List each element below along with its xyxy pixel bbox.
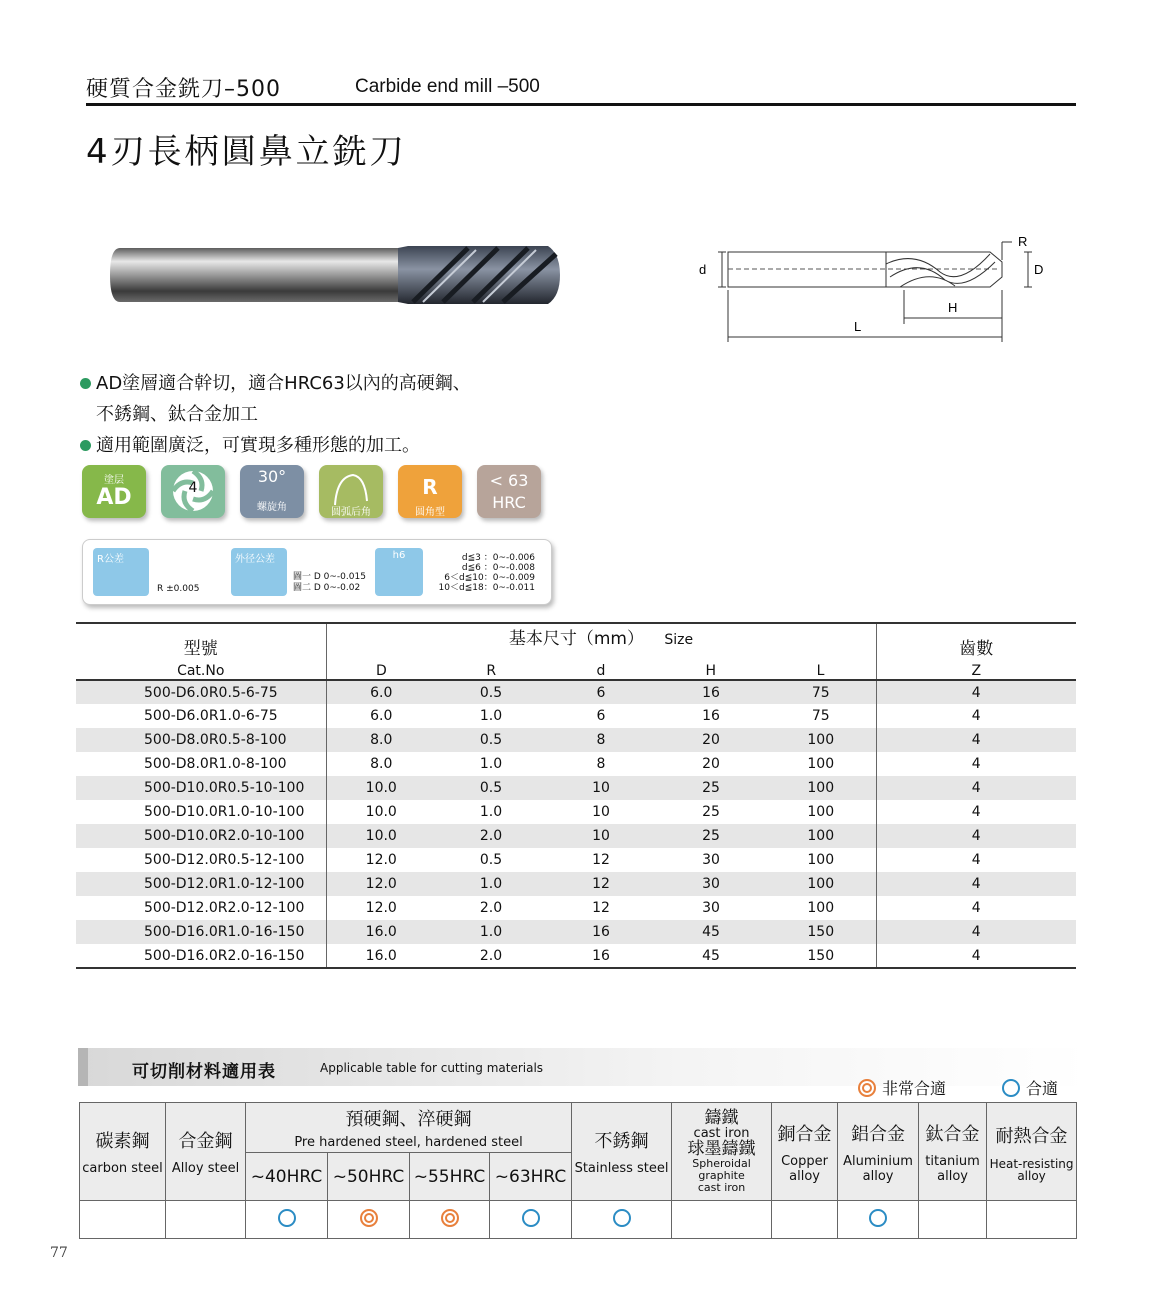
table-cell: 0.5 bbox=[436, 680, 546, 704]
table-cell: 16 bbox=[546, 920, 656, 944]
mat-cast-en3: cast iron bbox=[697, 1181, 746, 1194]
table-row bbox=[76, 752, 1076, 776]
table-cell: 75 bbox=[766, 680, 876, 704]
table-cell: 10 bbox=[592, 804, 610, 820]
mat-stainless-zh: 不銹鋼 bbox=[594, 1131, 649, 1152]
table-cell: 6.0 bbox=[326, 680, 436, 704]
rating-cell bbox=[328, 1201, 410, 1239]
table-cell: 12.0 bbox=[326, 896, 436, 920]
very-suitable-icon bbox=[858, 1079, 876, 1097]
h6-icon bbox=[375, 548, 423, 596]
table-cell: 100 bbox=[766, 872, 876, 896]
table-cell: 4 bbox=[876, 944, 1076, 968]
col-catno-zh: 型號 bbox=[183, 639, 218, 659]
rating-cell bbox=[838, 1201, 919, 1239]
col-catno-en: Cat.No bbox=[177, 663, 225, 679]
table-cell: 16.0 bbox=[326, 920, 436, 944]
table-row bbox=[76, 896, 1076, 920]
table-cell: 2.0 bbox=[479, 947, 503, 964]
table-cell: 45 bbox=[656, 920, 766, 944]
dim-label-D: D bbox=[1034, 262, 1044, 277]
table-cell: 150 bbox=[807, 947, 835, 964]
table-cell: 12.0 bbox=[326, 848, 436, 872]
mat-ti-en2: alloy bbox=[937, 1168, 968, 1184]
rating-cell bbox=[919, 1201, 987, 1239]
table-cell: 500-D12.0R0.5-12-100 bbox=[144, 852, 305, 868]
table-cell: 30 bbox=[702, 852, 720, 868]
table-cell: 500-D16.0R1.0-16-150 bbox=[76, 920, 326, 944]
relief-angle-icon bbox=[319, 465, 383, 518]
table-cell: 500-D6.0R1.0-6-75 bbox=[144, 708, 278, 724]
table-cell: 2.0 bbox=[436, 824, 546, 848]
mat-copper bbox=[772, 1103, 838, 1201]
table-cell: 12 bbox=[546, 872, 656, 896]
table-cell: 12.0 bbox=[326, 872, 436, 896]
table-row bbox=[76, 872, 1076, 896]
table-row bbox=[76, 824, 1076, 848]
table-cell: 100 bbox=[807, 900, 835, 916]
mat-cast-zh2: 球墨鑄鐵 bbox=[687, 1139, 756, 1159]
feature-item-cont: 不銹鋼、鈦合金加工 bbox=[96, 404, 258, 425]
hrc-unit: HRC bbox=[492, 493, 526, 512]
table-cell: 100 bbox=[766, 824, 876, 848]
col-size-zh: 基本尺寸（mm） bbox=[508, 629, 644, 649]
mat-cast-zh1: 鑄鐵 bbox=[704, 1108, 739, 1128]
table-cell: 0.5 bbox=[436, 728, 546, 752]
rating-cell bbox=[166, 1201, 246, 1239]
coating-icon bbox=[82, 465, 146, 518]
table-cell: 75 bbox=[811, 708, 830, 724]
mat-carbon bbox=[80, 1103, 166, 1201]
table-cell: 1.0 bbox=[479, 804, 503, 820]
table-cell: 10 bbox=[546, 776, 656, 800]
mat-cast-iron bbox=[672, 1103, 772, 1201]
flute-count-icon bbox=[161, 465, 225, 518]
table-row bbox=[76, 776, 1076, 800]
table-cell: 12 bbox=[592, 852, 610, 868]
corner-radius-icon bbox=[398, 465, 462, 518]
table-cell: 100 bbox=[766, 776, 876, 800]
mat-carbon-zh: 碳素鋼 bbox=[95, 1131, 150, 1152]
mat-ti-en1: titanium bbox=[925, 1153, 980, 1169]
mat-ti-zh: 鈦合金 bbox=[925, 1123, 980, 1145]
table-cell: 500-D10.0R0.5-10-100 bbox=[76, 776, 326, 800]
table-cell: 16 bbox=[656, 680, 766, 704]
mat-aluminium bbox=[838, 1103, 919, 1201]
dim-label-r: R bbox=[1018, 234, 1028, 249]
table-cell: 10.0 bbox=[326, 776, 436, 800]
suitable-icon bbox=[522, 1209, 540, 1227]
dim-label-d: d bbox=[699, 262, 707, 277]
od-tolerance-icon bbox=[231, 548, 287, 596]
hrc-value: < 63 bbox=[489, 471, 529, 490]
table-cell: 10.0 bbox=[326, 800, 436, 824]
rating-cell bbox=[246, 1201, 328, 1239]
col-size-en: Size bbox=[664, 632, 694, 648]
table-cell: 500-D10.0R1.0-10-100 bbox=[144, 804, 305, 820]
rating-cell bbox=[672, 1201, 772, 1239]
legend-suitable bbox=[1002, 1076, 1058, 1099]
table-cell: 4 bbox=[876, 896, 1076, 920]
mat-heat-zh: 耐熱合金 bbox=[995, 1125, 1068, 1147]
helix-label: 螺旋角 bbox=[257, 502, 287, 513]
table-cell: 4 bbox=[876, 800, 1076, 824]
coating-value: AD bbox=[96, 485, 132, 510]
mat-al-en2: alloy bbox=[862, 1168, 894, 1184]
rating-cell bbox=[410, 1201, 490, 1239]
table-cell: 6 bbox=[596, 708, 606, 724]
table-cell: 45 bbox=[702, 947, 720, 964]
od-tolerance-label: 外径公差 bbox=[235, 554, 275, 565]
h6-line: 10＜d≦18：0~-0.011 bbox=[438, 583, 535, 593]
legend-very-suitable bbox=[858, 1076, 946, 1099]
table-cell: 16 bbox=[702, 708, 720, 724]
materials-table bbox=[79, 1102, 1077, 1239]
mat-copper-zh: 銅合金 bbox=[777, 1123, 832, 1145]
materials-title-zh: 可切削材料適用表 bbox=[132, 1062, 276, 1082]
very-suitable-icon bbox=[360, 1209, 378, 1227]
mat-alloy bbox=[166, 1103, 246, 1201]
mat-copper-en2: alloy bbox=[789, 1168, 820, 1184]
page-title: 4刃長柄圓鼻立銑刀 bbox=[86, 132, 407, 172]
table-cell: 8.0 bbox=[326, 752, 436, 776]
table-cell: 1.0 bbox=[479, 756, 503, 772]
mat-heat-resisting bbox=[987, 1103, 1077, 1201]
table-cell: 6 bbox=[546, 680, 656, 704]
table-cell: 16.0 bbox=[326, 944, 436, 968]
mat-carbon-en: carbon steel bbox=[82, 1161, 163, 1176]
table-cell: 4 bbox=[876, 824, 1076, 848]
page-header bbox=[86, 68, 1076, 106]
col-size bbox=[326, 623, 876, 679]
table-row bbox=[76, 944, 1076, 968]
table-cell: 500-D16.0R2.0-16-150 bbox=[144, 947, 305, 964]
hrc-63: ~63HRC bbox=[490, 1153, 572, 1201]
table-cell: 0.5 bbox=[436, 776, 546, 800]
col-L: L bbox=[816, 663, 825, 679]
hrc-55: ~55HRC bbox=[410, 1153, 490, 1201]
table-cell: 6.0 bbox=[326, 704, 436, 728]
feature-list bbox=[80, 368, 471, 461]
table-cell: 8 bbox=[546, 728, 656, 752]
feature-item: 適用範圍廣泛，可實現多種形態的加工。 bbox=[80, 430, 471, 461]
rating-cell bbox=[490, 1201, 572, 1239]
table-cell: 1.0 bbox=[479, 708, 503, 724]
table-cell: 150 bbox=[766, 920, 876, 944]
table-cell: 10.0 bbox=[326, 824, 436, 848]
r-tolerance-label: R公差 bbox=[97, 554, 124, 565]
table-cell: 500-D12.0R2.0-12-100 bbox=[144, 900, 305, 916]
table-cell: 25 bbox=[702, 804, 720, 820]
rating-cell bbox=[987, 1201, 1077, 1239]
table-row bbox=[76, 800, 1076, 824]
h6-line: d≦3 ：0~-0.006 bbox=[461, 553, 535, 563]
table-cell: 4 bbox=[876, 776, 1076, 800]
mat-stainless bbox=[572, 1103, 672, 1201]
table-cell: 1.0 bbox=[436, 920, 546, 944]
rating-cell bbox=[80, 1201, 166, 1239]
mat-al-en1: Aluminium bbox=[843, 1153, 913, 1169]
table-cell: 4 bbox=[876, 728, 1076, 752]
mat-hardened-zh: 預硬鋼、淬硬鋼 bbox=[345, 1109, 472, 1130]
suitable-icon bbox=[1002, 1079, 1020, 1097]
col-catno bbox=[76, 623, 326, 679]
suitable-icon bbox=[613, 1209, 631, 1227]
legend-ok-label: 合適 bbox=[1026, 1079, 1059, 1098]
table-cell: 25 bbox=[656, 776, 766, 800]
table-cell: 20 bbox=[656, 728, 766, 752]
table-cell: 500-D10.0R2.0-10-100 bbox=[76, 824, 326, 848]
spec-table bbox=[76, 622, 1076, 969]
table-cell: 4 bbox=[876, 920, 1076, 944]
col-H: H bbox=[705, 663, 717, 679]
r-tolerance-value: R ±0.005 bbox=[157, 584, 200, 594]
dimension-diagram bbox=[690, 232, 1060, 347]
col-d: d bbox=[596, 663, 606, 679]
mat-heat-en2: alloy bbox=[1017, 1168, 1046, 1183]
mat-titanium bbox=[919, 1103, 987, 1201]
table-row bbox=[76, 920, 1076, 944]
end-mill-photo bbox=[108, 244, 563, 306]
feature-item: AD塗層適合幹切，適合HRC63以內的高硬鋼、 bbox=[80, 368, 471, 399]
table-cell: 4 bbox=[876, 704, 1076, 728]
materials-title-en: Applicable table for cutting materials bbox=[320, 1061, 544, 1075]
table-row bbox=[76, 848, 1076, 872]
dim-label-l: L bbox=[854, 319, 862, 334]
flute-count: 4 bbox=[188, 480, 198, 496]
tolerance-panel bbox=[82, 539, 552, 605]
table-cell: 1.0 bbox=[436, 872, 546, 896]
col-z-en: Z bbox=[971, 663, 982, 679]
table-cell: 8.0 bbox=[326, 728, 436, 752]
table-cell: 4 bbox=[876, 752, 1076, 776]
feature-icons bbox=[82, 465, 541, 518]
col-R: R bbox=[486, 663, 497, 679]
table-cell: 4 bbox=[876, 680, 1076, 704]
table-cell: 4 bbox=[876, 848, 1076, 872]
table-cell: 4 bbox=[876, 872, 1076, 896]
table-row bbox=[76, 728, 1076, 752]
table-cell: 2.0 bbox=[479, 900, 503, 916]
page-number: 77 bbox=[50, 1245, 68, 1261]
mat-al-zh: 鋁合金 bbox=[851, 1123, 906, 1145]
table-cell: 16 bbox=[592, 947, 610, 964]
table-cell: 100 bbox=[766, 728, 876, 752]
header-zh: 硬質合金銑刀–500 bbox=[86, 77, 281, 102]
h6-line: d≦6 ：0~-0.008 bbox=[461, 563, 535, 573]
header-en: Carbide end mill –500 bbox=[355, 76, 540, 97]
col-D: D bbox=[376, 663, 387, 679]
table-row bbox=[76, 680, 1076, 704]
col-z bbox=[876, 623, 1076, 679]
hrc-50: ~50HRC bbox=[328, 1153, 410, 1201]
table-cell: 30 bbox=[656, 872, 766, 896]
helix-angle-icon bbox=[240, 465, 304, 518]
mat-alloy-zh: 合金鋼 bbox=[178, 1131, 233, 1152]
mat-copper-en1: Copper bbox=[781, 1153, 828, 1169]
rating-cell bbox=[572, 1201, 672, 1239]
table-cell: 500-D8.0R0.5-8-100 bbox=[76, 728, 326, 752]
mat-cast-en2: Spheroidal graphite bbox=[692, 1157, 751, 1182]
h6-label: h6 bbox=[392, 550, 406, 561]
table-cell: 100 bbox=[807, 852, 835, 868]
mat-hardened-en: Pre hardened steel, hardened steel bbox=[294, 1135, 523, 1150]
mat-heat-en1: Heat-resisting bbox=[989, 1156, 1074, 1171]
table-cell: 10 bbox=[546, 824, 656, 848]
h6-line: 6＜d≦10：0~-0.009 bbox=[444, 573, 535, 583]
table-cell: 500-D8.0R1.0-8-100 bbox=[144, 756, 287, 772]
hardness-icon bbox=[477, 465, 541, 518]
corner-value: R bbox=[422, 475, 438, 499]
dim-label-h: H bbox=[948, 300, 958, 315]
table-cell: 12 bbox=[592, 900, 610, 916]
rating-cell bbox=[772, 1201, 838, 1239]
hrc-40: ~40HRC bbox=[246, 1153, 328, 1201]
col-z-zh: 齒數 bbox=[959, 639, 994, 659]
coating-label: 塗层 bbox=[104, 475, 124, 486]
od-tolerance-2: 圖二 D 0~-0.02 bbox=[293, 583, 361, 593]
table-cell: 8 bbox=[596, 756, 606, 772]
mat-cast-en1: cast iron bbox=[693, 1126, 750, 1141]
table-cell: 100 bbox=[807, 804, 835, 820]
table-cell: 500-D12.0R1.0-12-100 bbox=[76, 872, 326, 896]
table-cell: 20 bbox=[702, 756, 720, 772]
suitable-icon bbox=[278, 1209, 296, 1227]
table-cell: 25 bbox=[656, 824, 766, 848]
very-suitable-icon bbox=[441, 1209, 459, 1227]
table-cell: 500-D6.0R0.5-6-75 bbox=[76, 680, 326, 704]
suitable-icon bbox=[869, 1209, 887, 1227]
legend-very-label: 非常合適 bbox=[882, 1079, 947, 1098]
od-tolerance-1: 圖一 D 0~-0.015 bbox=[293, 572, 366, 582]
corner-label: 圆角型 bbox=[415, 507, 445, 518]
table-cell: 30 bbox=[702, 900, 720, 916]
table-cell: 100 bbox=[807, 756, 835, 772]
table-cell: 0.5 bbox=[479, 852, 503, 868]
relief-label: 圆弧后角 bbox=[331, 507, 371, 518]
table-row bbox=[76, 704, 1076, 728]
mat-stainless-en: Stainless steel bbox=[574, 1161, 669, 1176]
helix-value: 30° bbox=[257, 467, 287, 486]
mat-alloy-en: Alloy steel bbox=[171, 1161, 240, 1176]
mat-hardened bbox=[246, 1103, 572, 1153]
r-tolerance-icon bbox=[93, 548, 149, 596]
